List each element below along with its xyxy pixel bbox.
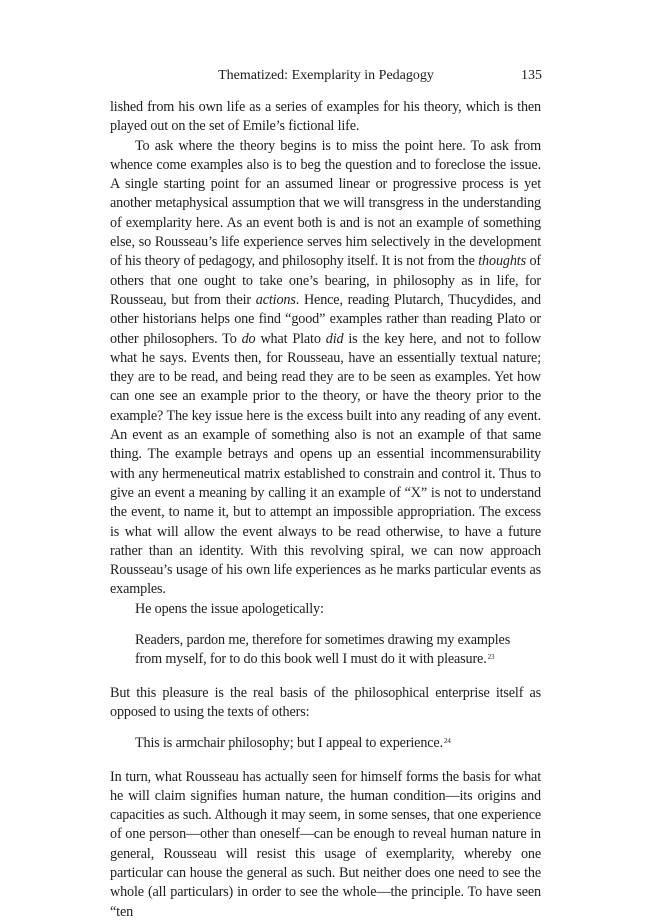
quote-line-text: from myself, for to do this book well I must do it with pleasure.: [135, 651, 487, 668]
paragraph-pleasure: But this pleasure is the real basis of the philosophical enterprise itself as opposed to using the texts of others:: [110, 684, 541, 720]
paragraph-theory: [110, 137, 541, 600]
paragraph-human-nature: In turn, what Rousseau has actually seen for himself forms the basis for what he will claim signifies human nature, the human condition—its origins and capacities as such. Although it may seem, in some senses, that one experience of one person—other than oneself—can be enough to reveal human nature in general, Rousseau will resist this usage of exemplarity, whereby one particular can house the general as such. But neither does one need to see the whole (all particulars) in order to see the whole—the principle. To have seen “ten: [110, 768, 541, 920]
running-head: [110, 68, 542, 86]
text-span: To ask where the theory begins is to miss the point here. To ask from whence come examples also is to beg the question and to foreclose the issue. A single starting point for an assumed linear or progressive process is yet another metaphysical assumption that we will transgress in the understanding of exemplarity here. As an event both is and is not an example of something else, so Rousseau’s life experience serves him selectively in the development of his theory of pedagogy, and philosophy itself. It is not from the: [110, 137, 541, 270]
running-title: Thematized: Exemplarity in Pedagogy: [218, 68, 434, 83]
quote-line: [135, 650, 541, 669]
text-span: what Plato: [255, 330, 326, 347]
block-quote-armchair: [135, 734, 541, 753]
quote-text: This is armchair philosophy; but I appeal to experience.: [135, 735, 443, 752]
text-span: of others that one ought to take one’s bearing, in philosophy as in life, for Rousseau, but from their: [110, 253, 541, 308]
block-quote-readers: [135, 631, 541, 670]
emphasis-did: did: [325, 330, 344, 347]
text-span: . Hence, reading Plutarch, Thucydides, and other historians helps one find “good” examples rather than reading Plato or other philosophers. To: [110, 291, 541, 347]
emphasis-do: do: [241, 330, 256, 347]
paragraph-apology-intro: He opens the issue apologetically:: [135, 600, 324, 617]
footnote-marker: 24: [443, 737, 451, 746]
page-number: 135: [521, 68, 542, 83]
paragraph-continued: lished from his own life as a series of examples for his theory, which is then played out on the set of Emile’s fictional life.: [110, 99, 541, 135]
text-span: is the key here, and not to follow what he says. Events then, for Rousseau, have an essentially textual nature; they are to be read, and being read they are to be seen as examples. Yet how can one see an example prior to the theory, or have the theory prior to the example? The key issue here is the excess built into any reading of any event. An event as an example of something also is not an example of that same thing. The example betrays and opens up an essential incommensurability with any hermeneutical matrix established to constrain and control it. Thus to give an event a meaning by calling it an example of “X” is not to understand the event, to name it, but to attempt an impossible appropriation. The excess is what will allow the event always to be read otherwise, to have a future rather than an identity. With this revolving spiral, we can now approach Rousseau’s usage of his own life experiences as he marks particular events as examples.: [110, 330, 541, 598]
footnote-marker: 23: [487, 653, 495, 662]
quote-line: Readers, pardon me, therefore for sometimes drawing my examples: [135, 632, 511, 649]
emphasis-actions: actions: [255, 291, 296, 308]
emphasis-thoughts: thoughts: [478, 253, 526, 270]
body-text: [110, 98, 541, 922]
